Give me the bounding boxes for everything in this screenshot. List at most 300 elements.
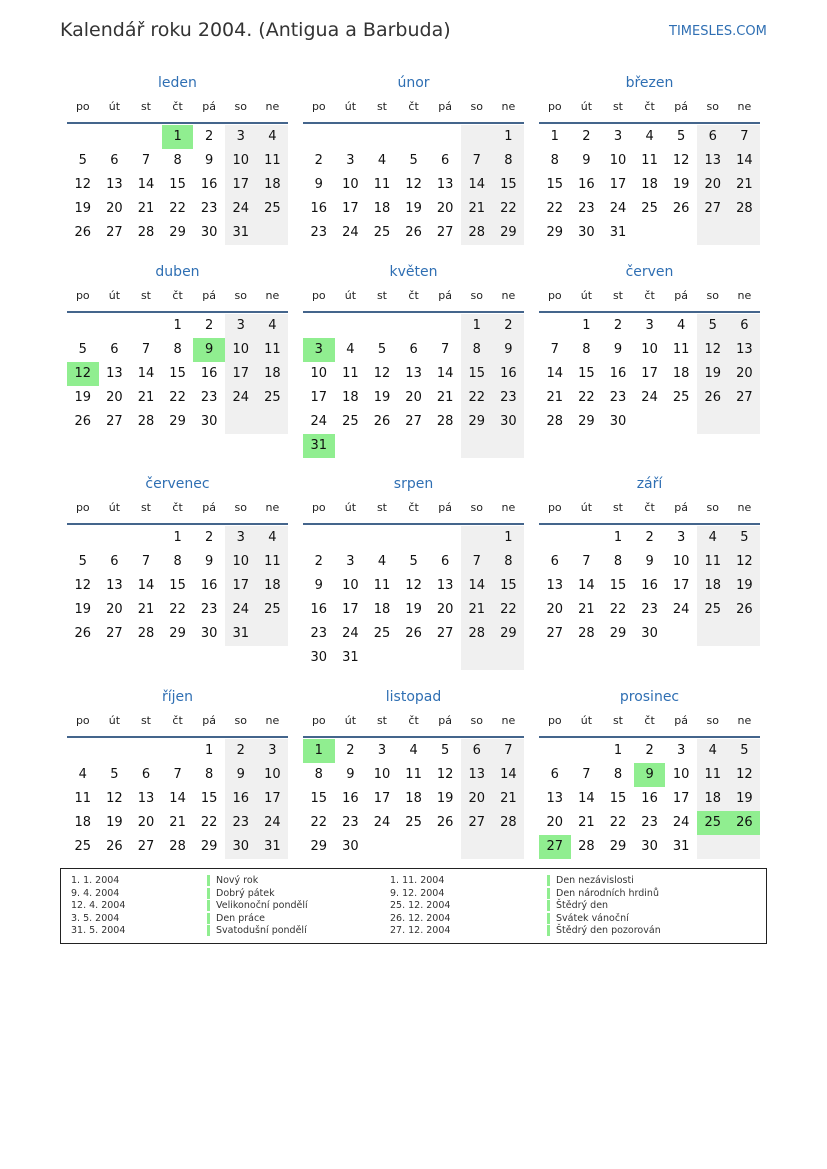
day-cell: 15 <box>310 791 328 806</box>
day-cell: 25 <box>672 390 690 405</box>
weekday-label: so <box>470 714 483 727</box>
day-cell: 1 <box>582 318 591 333</box>
day-cell: 14 <box>546 366 564 381</box>
weekday-header <box>539 96 760 124</box>
day-cell: 19 <box>373 390 391 405</box>
day-cell: 25 <box>373 225 391 240</box>
weekday-label: čt <box>408 714 419 727</box>
day-cell: 31 <box>225 622 257 646</box>
weekday-label: út <box>580 100 593 113</box>
day-cell: 18 <box>641 177 658 192</box>
weekday-label: ne <box>737 501 752 514</box>
empty-cell <box>539 526 571 550</box>
weekday-label: ne <box>501 714 516 727</box>
day-cell: 22 <box>461 386 493 410</box>
month-name: prosinec <box>619 689 680 705</box>
day-cell: 7 <box>461 550 493 574</box>
empty-cell <box>634 221 666 245</box>
day-grid <box>303 739 524 859</box>
day-cell: 5 <box>409 554 418 569</box>
day-cell: 10 <box>672 767 690 782</box>
day-cell: 4 <box>677 318 686 333</box>
day-cell: 14 <box>729 149 761 173</box>
day-cell: 24 <box>373 815 391 830</box>
day-cell: 3 <box>225 314 257 338</box>
legend-date: 9. 12. 2004 <box>390 887 445 899</box>
day-cell: 4 <box>645 129 654 144</box>
day-cell: 7 <box>582 767 591 782</box>
day-cell: 10 <box>310 366 328 381</box>
day-cell: 4 <box>409 743 418 758</box>
day-cell: 20 <box>436 201 454 216</box>
holiday-day-cell: 9 <box>193 338 225 362</box>
day-cell: 19 <box>697 362 729 386</box>
weekday-label: so <box>706 501 719 514</box>
day-cell: 11 <box>697 550 729 574</box>
day-cell: 5 <box>441 743 450 758</box>
empty-cell <box>429 835 461 859</box>
day-cell: 21 <box>137 201 155 216</box>
day-cell: 20 <box>106 602 123 617</box>
empty-cell <box>130 314 162 338</box>
day-cell: 21 <box>137 602 155 617</box>
day-cell: 31 <box>609 225 627 240</box>
day-cell: 8 <box>461 338 493 362</box>
weekday-label: ne <box>265 100 280 113</box>
empty-cell <box>67 526 99 550</box>
day-cell: 22 <box>609 602 627 617</box>
empty-cell <box>67 739 99 763</box>
empty-cell <box>729 410 761 434</box>
day-cell: 24 <box>310 414 328 429</box>
empty-cell <box>697 221 729 245</box>
day-cell: 16 <box>225 787 257 811</box>
day-cell: 24 <box>609 201 627 216</box>
day-cell: 13 <box>546 791 564 806</box>
weekday-label: pá <box>202 100 217 113</box>
empty-cell <box>493 434 525 458</box>
day-cell: 1 <box>173 530 182 545</box>
day-cell: 21 <box>169 815 186 830</box>
day-cell: 5 <box>697 314 729 338</box>
empty-cell <box>539 739 571 763</box>
month-9 <box>67 687 288 859</box>
day-cell: 6 <box>110 554 119 569</box>
weekday-label: út <box>108 100 121 113</box>
day-cell: 23 <box>609 390 627 405</box>
weekday-label: čt <box>172 501 183 514</box>
day-cell: 31 <box>672 839 690 854</box>
day-cell: 4 <box>377 153 387 168</box>
day-cell: 11 <box>405 767 422 782</box>
day-cell: 26 <box>74 414 92 429</box>
holiday-day-cell: 31 <box>303 434 335 458</box>
legend-names-column <box>207 875 308 938</box>
day-cell: 22 <box>310 815 328 830</box>
day-cell: 29 <box>609 626 627 641</box>
day-cell: 27 <box>106 414 123 429</box>
empty-cell <box>303 314 335 338</box>
day-cell: 14 <box>461 574 493 598</box>
day-cell: 12 <box>436 767 454 782</box>
weekday-label: st <box>612 501 623 514</box>
day-cell: 21 <box>546 390 564 405</box>
day-cell: 27 <box>436 626 454 641</box>
day-grid <box>67 125 288 245</box>
empty-cell <box>729 221 761 245</box>
day-cell: 27 <box>461 811 493 835</box>
day-cell: 30 <box>641 839 658 854</box>
day-cell: 27 <box>546 626 564 641</box>
day-cell: 10 <box>342 177 359 192</box>
month-1 <box>303 73 524 245</box>
day-cell: 22 <box>609 815 627 830</box>
legend-date: 9. 4. 2004 <box>71 887 120 899</box>
day-cell: 31 <box>225 221 257 245</box>
day-cell: 17 <box>310 390 328 405</box>
day-cell: 19 <box>672 177 690 192</box>
day-cell: 25 <box>257 386 289 410</box>
day-cell: 26 <box>436 815 454 830</box>
day-cell: 23 <box>200 201 218 216</box>
day-cell: 22 <box>169 201 186 216</box>
month-name: srpen <box>393 476 434 492</box>
weekday-label: st <box>140 100 151 113</box>
day-cell: 21 <box>493 787 525 811</box>
empty-cell <box>493 835 525 859</box>
weekday-label: čt <box>644 501 655 514</box>
legend-holiday-name: Svatodušní pondělí <box>207 925 307 936</box>
weekday-label: pá <box>674 289 689 302</box>
day-cell: 5 <box>677 129 686 144</box>
day-cell: 2 <box>613 318 623 333</box>
empty-cell <box>366 314 398 338</box>
day-cell: 29 <box>200 839 218 854</box>
day-cell: 1 <box>613 530 623 545</box>
day-cell: 18 <box>405 791 422 806</box>
empty-cell <box>729 622 761 646</box>
weekday-label: so <box>234 714 247 727</box>
weekday-header <box>539 497 760 525</box>
empty-cell <box>429 434 461 458</box>
day-cell: 5 <box>729 526 761 550</box>
day-cell: 2 <box>225 739 257 763</box>
day-cell: 28 <box>436 414 454 429</box>
day-cell: 18 <box>257 574 289 598</box>
day-cell: 14 <box>137 578 155 593</box>
day-cell: 19 <box>405 201 422 216</box>
day-cell: 5 <box>729 739 761 763</box>
month-name: červenec <box>145 476 210 492</box>
day-cell: 17 <box>342 201 359 216</box>
weekday-label: čt <box>644 289 655 302</box>
day-cell: 21 <box>729 173 761 197</box>
weekday-label: so <box>706 289 719 302</box>
month-3 <box>67 262 288 434</box>
day-cell: 21 <box>578 815 595 830</box>
day-cell: 13 <box>436 177 454 192</box>
day-cell: 16 <box>310 602 328 617</box>
day-cell: 2 <box>645 743 654 758</box>
weekday-label: so <box>706 714 719 727</box>
day-cell: 14 <box>137 366 155 381</box>
day-cell: 12 <box>405 177 422 192</box>
day-cell: 7 <box>729 125 761 149</box>
day-cell: 30 <box>342 839 359 854</box>
day-grid <box>303 314 524 458</box>
weekday-label: st <box>140 714 151 727</box>
day-cell: 2 <box>314 153 323 168</box>
day-cell: 3 <box>257 739 289 763</box>
day-cell: 12 <box>373 366 391 381</box>
empty-cell <box>335 314 367 338</box>
day-cell: 11 <box>74 791 92 806</box>
month-10 <box>303 687 524 859</box>
day-cell: 4 <box>257 314 289 338</box>
weekday-label: st <box>140 289 151 302</box>
weekday-label: po <box>75 289 90 302</box>
day-cell: 9 <box>205 153 214 168</box>
empty-cell <box>571 739 603 763</box>
empty-cell <box>461 526 493 550</box>
empty-cell <box>99 526 131 550</box>
day-cell: 29 <box>546 225 564 240</box>
day-cell: 30 <box>641 626 658 641</box>
weekday-label: pá <box>674 501 689 514</box>
day-cell: 30 <box>578 225 595 240</box>
legend-holiday-name: Velikonoční pondělí <box>207 900 308 911</box>
day-cell: 15 <box>169 366 186 381</box>
day-cell: 6 <box>441 554 450 569</box>
empty-cell <box>429 314 461 338</box>
day-grid <box>303 125 524 245</box>
weekday-label: po <box>547 714 562 727</box>
empty-cell <box>634 410 666 434</box>
day-cell: 9 <box>613 342 623 357</box>
day-cell: 16 <box>342 791 359 806</box>
month-8 <box>539 474 760 646</box>
legend-dates-column <box>71 875 125 938</box>
day-cell: 1 <box>550 129 559 144</box>
day-cell: 13 <box>436 578 454 593</box>
day-cell: 24 <box>672 815 690 830</box>
weekday-label: st <box>376 289 387 302</box>
empty-cell <box>257 410 289 434</box>
weekday-label: út <box>344 289 357 302</box>
day-cell: 17 <box>225 574 257 598</box>
weekday-label: út <box>108 714 121 727</box>
day-cell: 9 <box>314 578 323 593</box>
day-cell: 15 <box>461 362 493 386</box>
day-cell: 25 <box>641 201 658 216</box>
day-cell: 8 <box>173 554 182 569</box>
weekday-label: po <box>311 289 326 302</box>
day-cell: 1 <box>205 743 214 758</box>
day-cell: 19 <box>729 574 761 598</box>
day-cell: 20 <box>729 362 761 386</box>
month-11 <box>539 687 760 859</box>
day-cell: 25 <box>697 598 729 622</box>
empty-cell <box>335 526 367 550</box>
day-cell: 8 <box>493 149 525 173</box>
day-cell: 15 <box>609 791 627 806</box>
month-2 <box>539 73 760 245</box>
day-cell: 9 <box>205 554 214 569</box>
empty-cell <box>665 622 697 646</box>
empty-cell <box>99 125 131 149</box>
weekday-label: so <box>234 289 247 302</box>
weekday-label: ne <box>501 501 516 514</box>
day-cell: 12 <box>74 578 92 593</box>
day-cell: 24 <box>225 598 257 622</box>
day-cell: 6 <box>697 125 729 149</box>
day-cell: 31 <box>257 835 289 859</box>
day-cell: 2 <box>205 129 214 144</box>
day-cell: 25 <box>405 815 422 830</box>
day-cell: 10 <box>609 153 627 168</box>
day-cell: 16 <box>200 177 218 192</box>
weekday-label: pá <box>438 501 453 514</box>
day-cell: 17 <box>641 366 658 381</box>
empty-cell <box>493 646 525 670</box>
legend-date: 25. 12. 2004 <box>390 900 451 911</box>
day-cell: 17 <box>342 602 359 617</box>
day-cell: 8 <box>550 153 559 168</box>
weekday-header <box>303 96 524 124</box>
holiday-legend <box>60 868 767 944</box>
day-cell: 4 <box>377 554 387 569</box>
weekday-label: pá <box>438 289 453 302</box>
day-cell: 16 <box>310 201 328 216</box>
day-cell: 8 <box>582 342 591 357</box>
weekday-label: po <box>75 100 90 113</box>
day-cell: 7 <box>141 342 151 357</box>
day-cell: 6 <box>110 342 119 357</box>
day-cell: 3 <box>677 743 686 758</box>
day-cell: 12 <box>697 338 729 362</box>
day-cell: 28 <box>493 811 525 835</box>
day-cell: 24 <box>225 197 257 221</box>
day-cell: 22 <box>493 598 525 622</box>
day-cell: 7 <box>441 342 450 357</box>
empty-cell <box>461 125 493 149</box>
weekday-label: ne <box>737 289 752 302</box>
day-cell: 14 <box>137 177 155 192</box>
holiday-day-cell: 27 <box>539 835 571 859</box>
day-cell: 13 <box>546 578 564 593</box>
day-cell: 12 <box>74 177 92 192</box>
empty-cell <box>429 646 461 670</box>
weekday-label: so <box>706 100 719 113</box>
day-cell: 21 <box>461 598 493 622</box>
empty-cell <box>366 646 398 670</box>
weekday-header <box>67 96 288 124</box>
weekday-label: po <box>547 100 562 113</box>
empty-cell <box>665 221 697 245</box>
day-cell: 20 <box>436 602 454 617</box>
day-cell: 6 <box>550 554 559 569</box>
weekday-label: čt <box>172 289 183 302</box>
day-cell: 5 <box>78 153 87 168</box>
day-cell: 16 <box>609 366 627 381</box>
legend-holiday-name: Štědrý den <box>547 900 608 911</box>
day-cell: 29 <box>493 221 525 245</box>
day-cell: 10 <box>225 149 257 173</box>
day-cell: 23 <box>493 386 525 410</box>
day-cell: 11 <box>342 366 359 381</box>
weekday-label: ne <box>501 100 516 113</box>
day-cell: 31 <box>342 650 359 665</box>
day-cell: 20 <box>137 815 155 830</box>
day-cell: 16 <box>578 177 595 192</box>
day-cell: 6 <box>550 767 559 782</box>
month-name: duben <box>155 264 200 280</box>
day-cell: 28 <box>461 221 493 245</box>
day-cell: 26 <box>405 225 422 240</box>
empty-cell <box>99 314 131 338</box>
day-cell: 4 <box>78 767 87 782</box>
day-cell: 27 <box>106 225 123 240</box>
day-cell: 11 <box>641 153 658 168</box>
holiday-day-cell: 3 <box>303 338 335 362</box>
holiday-day-cell: 26 <box>729 811 761 835</box>
brand-link[interactable]: TIMESLES.COM <box>669 24 767 39</box>
day-cell: 16 <box>200 366 218 381</box>
day-cell: 17 <box>257 787 289 811</box>
day-cell: 13 <box>697 149 729 173</box>
day-cell: 15 <box>609 578 627 593</box>
day-cell: 20 <box>405 390 422 405</box>
weekday-label: pá <box>674 714 689 727</box>
day-cell: 2 <box>314 554 323 569</box>
day-cell: 12 <box>729 550 761 574</box>
empty-cell <box>697 622 729 646</box>
day-cell: 8 <box>493 550 525 574</box>
legend-date: 27. 12. 2004 <box>390 925 451 936</box>
day-grid <box>67 314 288 434</box>
day-cell: 15 <box>546 177 564 192</box>
day-cell: 7 <box>493 739 525 763</box>
day-cell: 12 <box>405 578 422 593</box>
legend-date: 1. 11. 2004 <box>390 875 445 886</box>
day-cell: 27 <box>405 414 422 429</box>
weekday-label: so <box>470 501 483 514</box>
empty-cell <box>303 125 335 149</box>
day-cell: 12 <box>729 763 761 787</box>
empty-cell <box>461 835 493 859</box>
holiday-day-cell: 1 <box>303 739 335 763</box>
day-cell: 22 <box>578 390 595 405</box>
weekday-label: po <box>311 501 326 514</box>
weekday-label: ne <box>737 100 752 113</box>
day-cell: 28 <box>546 414 564 429</box>
day-cell: 8 <box>613 554 623 569</box>
day-cell: 5 <box>78 554 87 569</box>
legend-holiday-name: Svátek vánoční <box>547 913 629 924</box>
day-cell: 26 <box>405 626 422 641</box>
day-cell: 15 <box>200 791 218 806</box>
day-cell: 19 <box>74 201 92 216</box>
day-cell: 21 <box>578 602 595 617</box>
day-cell: 24 <box>672 602 690 617</box>
day-cell: 16 <box>641 578 658 593</box>
month-name: říjen <box>161 689 194 705</box>
empty-cell <box>67 314 99 338</box>
weekday-header <box>539 285 760 313</box>
weekday-label: pá <box>438 714 453 727</box>
weekday-label: út <box>108 289 121 302</box>
weekday-label: pá <box>202 501 217 514</box>
